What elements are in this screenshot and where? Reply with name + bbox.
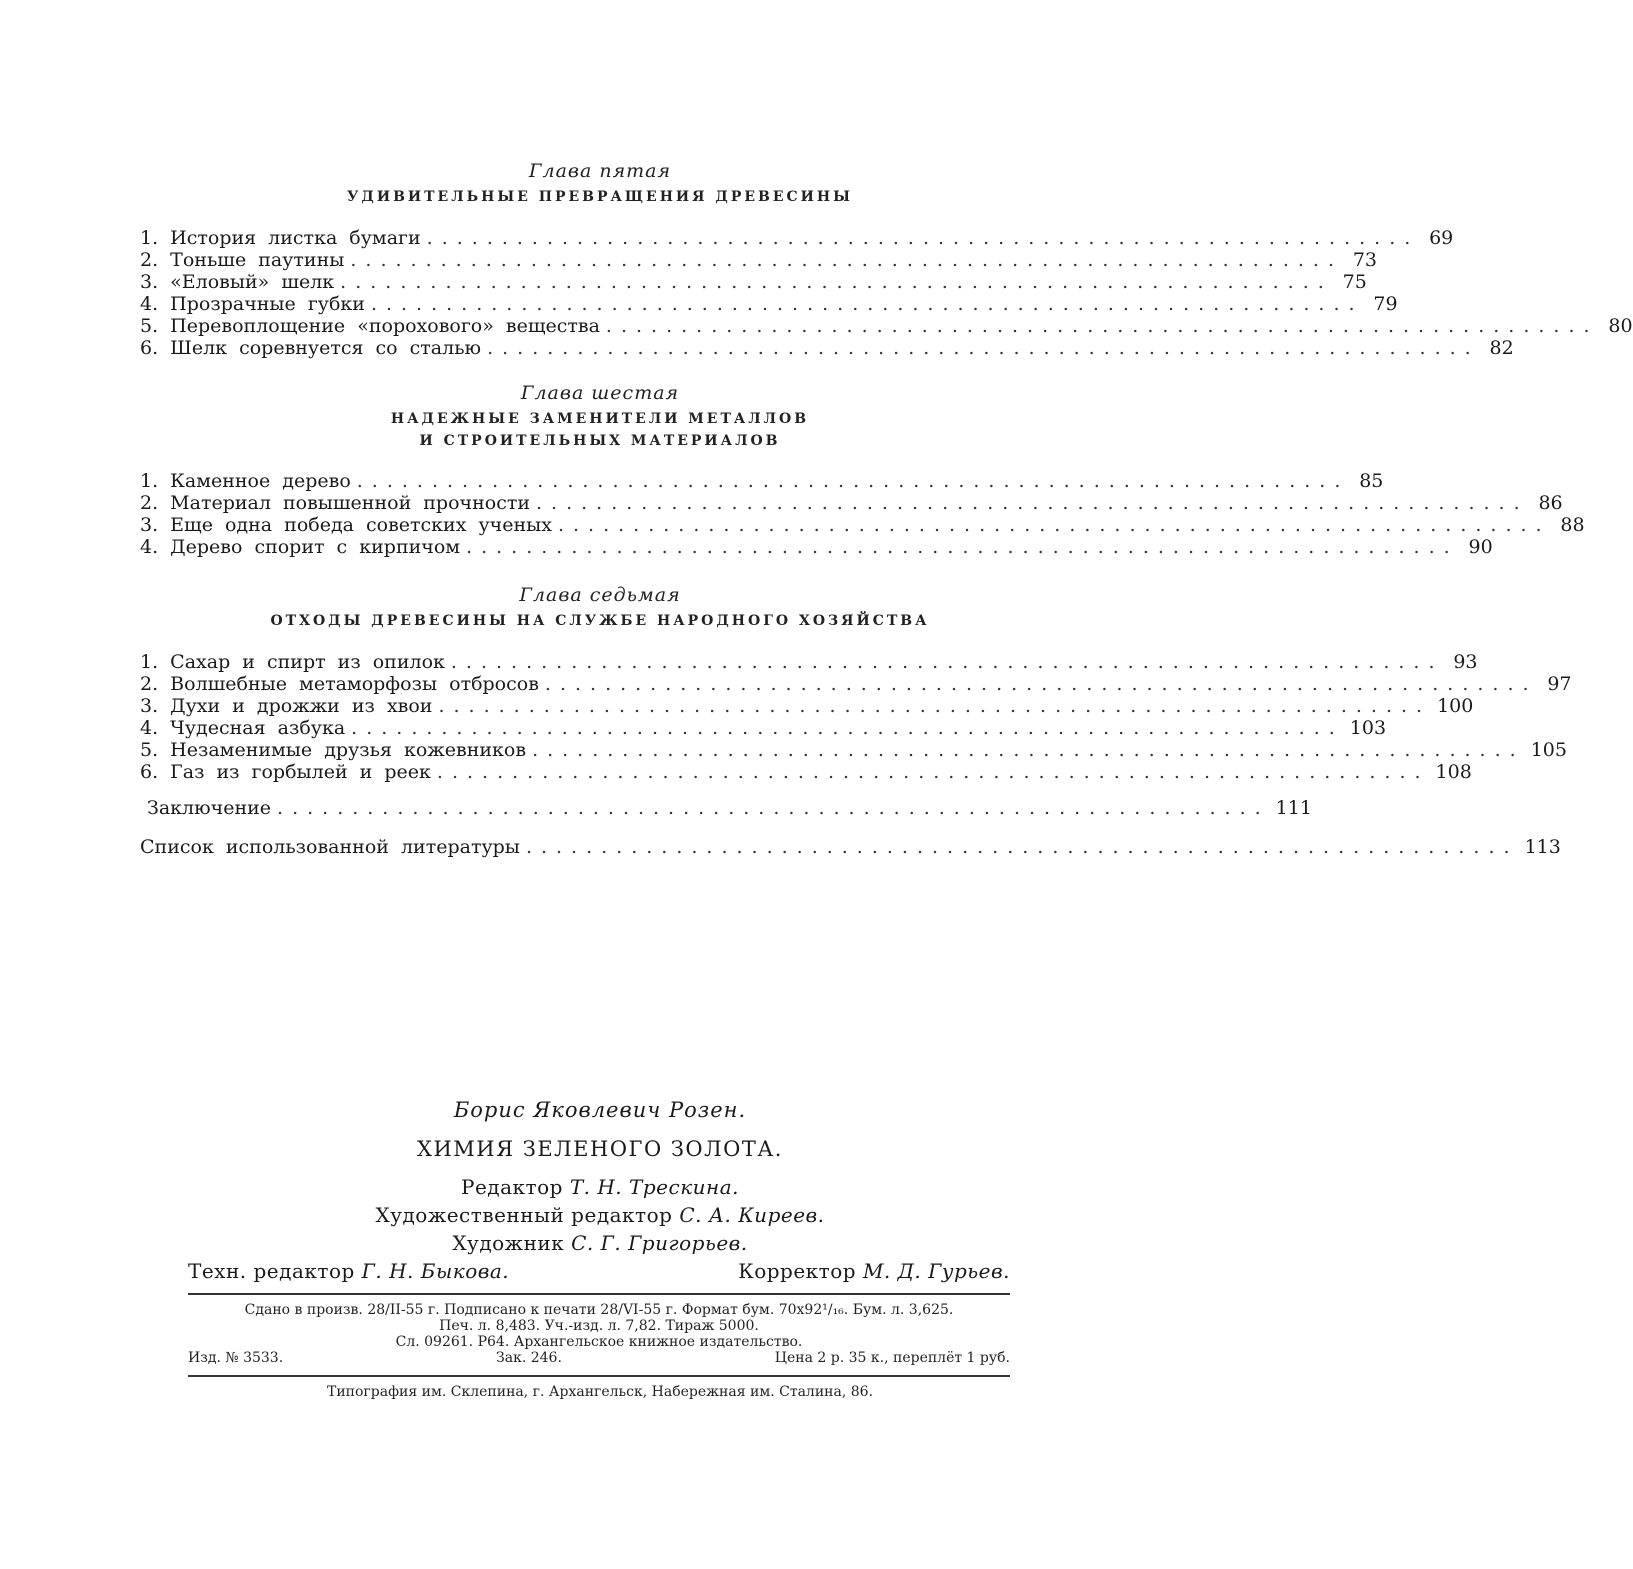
- imprint-title: [0, 1137, 1200, 1161]
- printer-info: Типография им. Склепина, г. Архангельск, Набережная им. Сталина, 86.: [0, 1384, 1200, 1400]
- artist-line: Художник С. Г. Григорьев.: [0, 1231, 1200, 1255]
- toc-item: 4. Дерево спорит с кирпичом .................................................................. 90: [140, 536, 1056, 558]
- chapter-5-heading: [0, 160, 1200, 208]
- bibliography-page: 113: [1525, 836, 1553, 858]
- toc-item: 3. Еще одна победа советских ученых .................................................................. 88: [140, 514, 1056, 536]
- art-editor-line: Художественный редактор С. А. Киреев.: [0, 1203, 1200, 1227]
- author-name: Борис Яковлевич Розен.: [0, 1098, 1200, 1122]
- chapter-label: Глава седьмая: [0, 584, 1200, 606]
- book-title: ХИМИЯ ЗЕЛЕНОГО ЗОЛОТА.: [0, 1137, 1200, 1161]
- chapter-6-toc: [140, 470, 1056, 558]
- chapter-label: Глава пятая: [0, 160, 1200, 182]
- chapter-6-heading: [0, 382, 1200, 452]
- toc-item: 3. «Еловый» шелк .................................................................. 75: [140, 271, 1056, 293]
- tech-editor-proofreader-line: [188, 1259, 1010, 1283]
- toc-item: 6. Газ из горбылей и реек .................................................................. 108: [140, 761, 1056, 783]
- toc-item: 4. Прозрачные губки .................................................................. 79: [140, 293, 1056, 315]
- izd-number: Изд. № 3533.: [188, 1350, 283, 1366]
- toc-item: 2. Волшебные метаморфозы отбросов .................................................................. 97: [140, 673, 1056, 695]
- chapter-title: ОТХОДЫ ДРЕВЕСИНЫ НА СЛУЖБЕ НАРОДНОГО ХОЗЯЙСТВА: [0, 610, 1200, 632]
- toc-item: 2. Материал повышенной прочности .................................................................. 86: [140, 492, 1056, 514]
- divider: [188, 1375, 1010, 1377]
- chapter-5-toc: [140, 227, 1056, 359]
- imprint-author: [0, 1098, 1200, 1122]
- order-number: Зак. 246.: [496, 1350, 562, 1366]
- toc-item: 5. Незаменимые друзья кожевников .................................................................. 105: [140, 739, 1056, 761]
- conclusion-entry: Заключение .................................................................. 111: [140, 797, 1056, 819]
- price: Цена 2 р. 35 к., переплёт 1 руб.: [775, 1350, 1010, 1366]
- toc-item: 4. Чудесная азбука .................................................................. 103: [140, 717, 1056, 739]
- divider: [188, 1293, 1010, 1295]
- chapter-7-heading: [0, 584, 1200, 632]
- toc-item: 6. Шелк соревнуется со сталью .................................................................. 82: [140, 337, 1056, 359]
- tech-editor: Техн. редактор Г. Н. Быкова.: [188, 1259, 509, 1283]
- chapter-7-toc: [140, 651, 1056, 783]
- publication-details: [188, 1302, 1010, 1366]
- editor-line: Редактор Т. Н. Трескина.: [0, 1175, 1200, 1199]
- pub-line-4: [188, 1350, 1010, 1366]
- toc-item: 1. Сахар и спирт из опилок .................................................................. 93: [140, 651, 1056, 673]
- bibliography-text: Список использованной литературы: [140, 836, 520, 858]
- toc-item: 1. История листка бумаги .................................................................. 69: [140, 227, 1056, 249]
- chapter-title: УДИВИТЕЛЬНЫЕ ПРЕВРАЩЕНИЯ ДРЕВЕСИНЫ: [0, 186, 1200, 208]
- bibliography-entry: Список использованной литературы .................................................................. 113: [140, 836, 1056, 858]
- toc-item: 3. Духи и дрожжи из хвои .................................................................. 100: [140, 695, 1056, 717]
- chapter-label: Глава шестая: [0, 382, 1200, 404]
- book-page: [0, 0, 1200, 1569]
- pub-line-2: Печ. л. 8,483. Уч.-изд. л. 7,82. Тираж 5000.: [188, 1318, 1010, 1334]
- conclusion-text: Заключение: [147, 797, 271, 819]
- pub-line-3: Сл. 09261. Р64. Архангельское книжное издательство.: [188, 1334, 1010, 1350]
- toc-item: 2. Тоньше паутины .................................................................. 73: [140, 249, 1056, 271]
- conclusion-page: 111: [1276, 797, 1304, 819]
- toc-item: 5. Перевоплощение «порохового» вещества .................................................................. 80: [140, 315, 1056, 337]
- pub-line-1: Сдано в произв. 28/II-55 г. Подписано к печати 28/VI-55 г. Формат бум. 70x92¹/₁₆. Бум. л. 3,625.: [188, 1302, 1010, 1318]
- toc-item: 1. Каменное дерево .................................................................. 85: [140, 470, 1056, 492]
- chapter-title: НАДЕЖНЫЕ ЗАМЕНИТЕЛИ МЕТАЛЛОВ: [0, 408, 1200, 430]
- proofreader: Корректор М. Д. Гурьев.: [738, 1259, 1010, 1283]
- chapter-title: И СТРОИТЕЛЬНЫХ МАТЕРИАЛОВ: [0, 430, 1200, 452]
